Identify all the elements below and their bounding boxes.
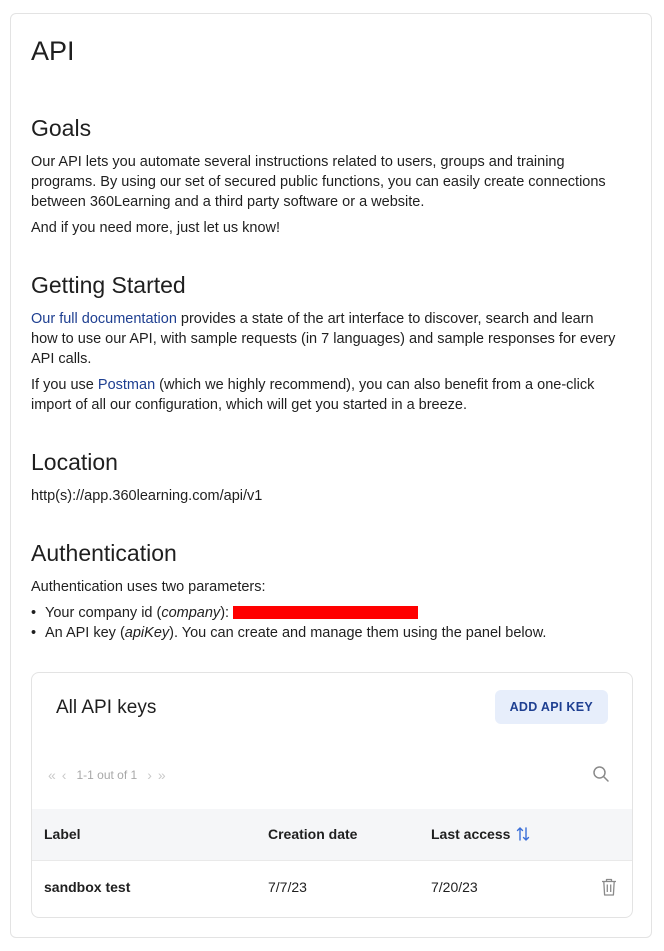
add-api-key-button[interactable]: ADD API KEY bbox=[495, 690, 608, 724]
bullet1-end: ): bbox=[220, 605, 230, 621]
column-header-creation-date[interactable]: Creation date bbox=[268, 826, 358, 842]
api-url: http(s)://app.360learning.com/api/v1 bbox=[31, 488, 263, 504]
company-id-bullet bbox=[31, 603, 418, 623]
next-page-icon[interactable]: › bbox=[147, 767, 152, 783]
postman-text-rest: (which we highly recommend), you can also benefit from a one-click bbox=[155, 377, 595, 393]
api-keys-title: All API keys bbox=[56, 697, 157, 718]
authentication-heading: Authentication bbox=[31, 540, 177, 566]
documentation-link[interactable]: Our full documentation bbox=[31, 311, 177, 327]
location-heading: Location bbox=[31, 449, 118, 475]
bullet1-start: Your company id ( bbox=[45, 605, 162, 621]
bullet2-end: ). You can create and manage them using the panel below. bbox=[169, 625, 547, 641]
table-header bbox=[32, 809, 632, 861]
getting-started-text-line-2: how to use our API, with sample requests (in 7 languages) and sample responses for every bbox=[31, 331, 616, 347]
page-title: API bbox=[31, 36, 75, 66]
sort-icon[interactable] bbox=[515, 825, 531, 843]
goals-text-line-3: between 360Learning and a third party software or a website. bbox=[31, 194, 425, 210]
goals-text-line-2: programs. By using our set of secured public functions, you can easily create connections bbox=[31, 174, 606, 190]
search-icon[interactable] bbox=[592, 765, 610, 783]
bullet1-param: company bbox=[161, 605, 221, 621]
bullet2-param: apiKey bbox=[124, 625, 170, 641]
api-keys-panel bbox=[31, 672, 633, 918]
api-settings-card bbox=[10, 13, 652, 938]
api-key-bullet bbox=[31, 623, 546, 643]
getting-started-text-line-3: API calls. bbox=[31, 351, 92, 367]
postman-text-line-2: import of all our configuration, which will get you started in a breeze. bbox=[31, 397, 468, 413]
postman-text-start: If you use bbox=[31, 377, 98, 393]
goals-heading: Goals bbox=[31, 115, 92, 141]
column-header-label[interactable]: Label bbox=[44, 826, 81, 842]
trash-icon[interactable] bbox=[600, 877, 618, 897]
getting-started-text-rest: provides a state of the art interface to discover, search and learn bbox=[176, 311, 594, 327]
last-page-icon[interactable]: » bbox=[157, 767, 166, 783]
pagination-text: 1-1 out of 1 bbox=[76, 768, 138, 782]
goals-text-line-1: Our API lets you automate several instructions related to users, groups and training bbox=[31, 154, 565, 170]
row-last-access: 7/20/23 bbox=[431, 879, 478, 895]
postman-text-line-1 bbox=[31, 375, 594, 395]
authentication-intro: Authentication uses two parameters: bbox=[31, 579, 266, 595]
row-label: sandbox test bbox=[44, 879, 131, 895]
goals-contact-text: And if you need more, just let us know! bbox=[31, 220, 281, 236]
postman-link[interactable]: Postman bbox=[97, 377, 156, 393]
pagination bbox=[48, 767, 166, 783]
column-header-last-access[interactable]: Last access bbox=[431, 826, 511, 842]
first-page-icon[interactable]: « bbox=[48, 767, 56, 783]
getting-started-heading: Getting Started bbox=[31, 272, 186, 298]
bullet2-start: An API key ( bbox=[45, 625, 125, 641]
table-row bbox=[32, 861, 632, 913]
row-creation-date: 7/7/23 bbox=[268, 879, 307, 895]
getting-started-text-line-1 bbox=[31, 309, 594, 329]
redacted-company-id bbox=[233, 606, 418, 619]
previous-page-icon[interactable]: ‹ bbox=[61, 767, 67, 783]
